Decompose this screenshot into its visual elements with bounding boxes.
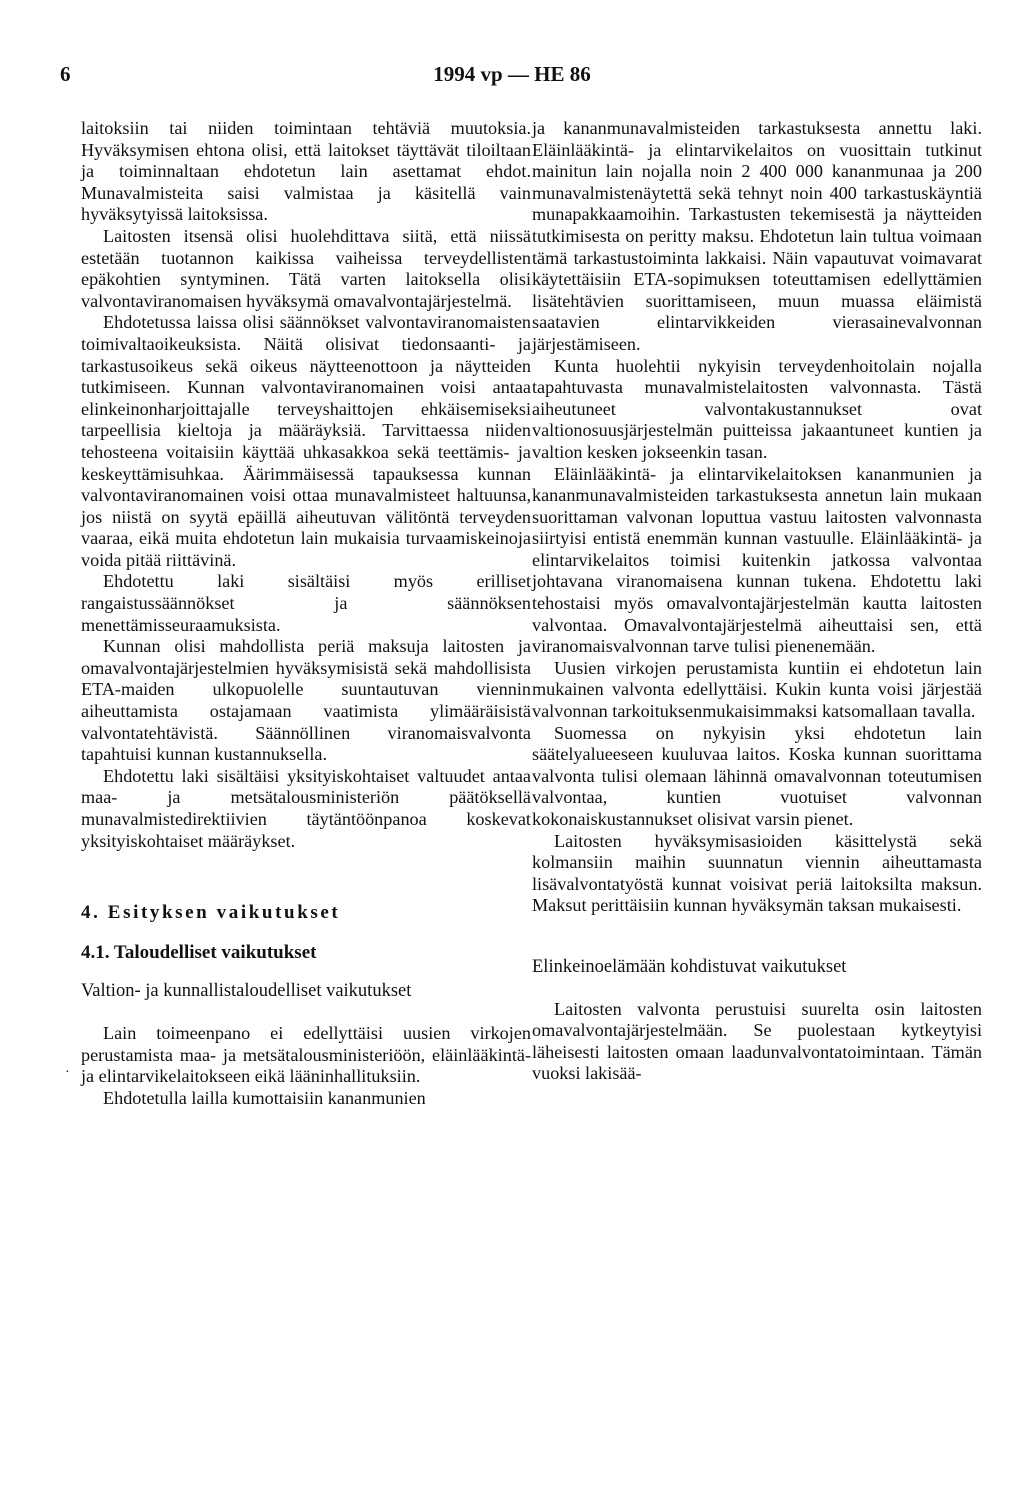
section-heading: 4. Esityksen vaikutukset <box>81 902 341 924</box>
body-paragraph: Laitosten hyväksymisasioiden käsittelystä sekä kolmansiin maihin suunnatun viennin aiheuttamasta lisävalvontatyöstä kunnat voisivat periä laitoksilta maksun. Maksut perittäisiin kunnan hyväksymän taksan mukaisesti. <box>532 830 982 916</box>
body-paragraph: Kunta huolehtii nykyisin terveydenhoitolain nojalla tapahtuvasta munavalmistelaitosten valvonnasta. Tästä aiheutuneet valvontakustannukset ovat valtionosuusjärjestelmän puitteissa jakaantuneet kuntien ja valtion kesken jokseenkin tasan. <box>532 355 982 462</box>
body-paragraph: Ehdotettu laki sisältäisi yksityiskohtaiset valtuudet antaa maa- ja metsätalousministeriön päätöksellä munavalmistedirektiivien täytäntöönpanoa koskevat yksityiskohtaiset määräykset. <box>81 765 531 851</box>
body-paragraph: Ehdotettu laki sisältäisi myös erilliset rangaistussäännökset ja säännöksen menettämisseuraamuksista. <box>81 571 531 635</box>
body-paragraph: ja kananmunavalmisteiden tarkastuksesta annettu laki. Eläinlääkintä- ja elintarvikelaitos on vuosittain tutkinut mainitun lain nojalla noin 2 400 000 kananmunaa ja 200 munavalmistenäytettä sekä tehnyt noin 400 tarkastuskäyntiä munapakkaamoihin. Tarkastusten tekemisestä ja näytteiden tutkimisesta on peritty maksu. Ehdotetun lain tultua voimaan tämä tarkastustoiminta lakkaisi. Näin vapautuvat voimavarat käytettäisiin ETA-sopimuksen toteuttamisen edellyttämien lisätehtävien suorittamiseen, muun muassa eläimistä saatavien elintarvikkeiden vierasainevalvonnan järjestämiseen. <box>532 118 982 354</box>
body-paragraph: laitoksiin tai niiden toimintaan tehtäviä muutoksia. Hyväksymisen ehtona olisi, että laitokset täyttävät tiloiltaan ja toiminnaltaan ehdotetun lain asettamat ehdot. Munavalmisteita saisi valmistaa ja käsitellä vain hyväksytyissä laitoksissa. <box>81 118 531 225</box>
running-head: 1994 vp — HE 86 <box>433 62 591 86</box>
body-paragraph: Suomessa on nykyisin yksi ehdotetun lain säätelyalueeseen kuuluvaa laitos. Koska kunnan suorittama valvonta tulisi olemaan lähinnä omavalvonnan toteutumisen valvontaa, kuntien vuotuiset valvonnan kokonaiskustannukset olisivat varsin pienet. <box>532 722 982 829</box>
right-column <box>532 118 982 1085</box>
body-paragraph: Laitosten valvonta perustuisi suurelta osin laitosten omavalvontajärjestelmään. Se puolestaan kytkeytyisi läheisesti laitosten omaan laadunvalvontatoimintaan. Tämän vuoksi lakisää- <box>532 998 982 1084</box>
body-paragraph: Laitosten itsensä olisi huolehdittava siitä, että niissä estetään tuotannon kaikissa vaiheissa terveydellisten epäkohtien syntyminen. Tätä varten laitoksella olisi valvontaviranomaisen hyväksymä omavalvontajärjestelmä. <box>81 225 531 311</box>
body-paragraph: Kunnan olisi mahdollista periä maksuja laitosten ja omavalvontajärjestelmien hyväksymisistä sekä mahdollisista ETA-maiden ulkopuolelle suuntautuvan viennin aiheuttamista ostajamaan vaatimista ylimääräisistä valvontatehtävistä. Säännöllinen viranomaisvalvonta tapahtuisi kunnan kustannuksella. <box>81 636 531 765</box>
subheading: Elinkeinoelämään kohdistuvat vaikutukset <box>532 956 847 977</box>
body-paragraph: Uusien virkojen perustamista kuntiin ei ehdotetun lain mukainen valvonta edellyttäisi. Kukin kunta voisi järjestää valvonnan tarkoituksenmukaisimmaksi katsomallaan tavalla. <box>532 657 982 722</box>
left-column <box>81 118 531 1109</box>
page-number: 6 <box>60 62 71 86</box>
subheading: Valtion- ja kunnallistaloudelliset vaikutukset <box>81 981 412 1002</box>
subsection-heading: 4.1. Taloudelliset vaikutukset <box>81 941 317 963</box>
body-paragraph: Eläinlääkintä- ja elintarvikelaitoksen kananmunien ja kananmunavalmisteiden tarkastuksesta annetun lain mukaan suorittaman valvonan loputtua vastuu laitosten valvonnasta siirtyisi entistä enemmän kunnan vastuulle. Eläinlääkintä- ja elintarvikelaitos toimisi kuitenkin jatkossa valvontaa johtavana viranomaisena kunnan tukena. Ehdotettu laki tehostaisi myös omavalvontajärjestelmän kautta laitosten valvontaa. Omavalvontajärjestelmä aiheuttaisi sen, että viranomaisvalvonnan tarve tulisi pienenemään. <box>532 463 982 657</box>
body-paragraph: Lain toimeenpano ei edellyttäisi uusien virkojen perustamista maa- ja metsätalousministeriöön, eläinlääkintä- ja elintarvikelaitokseen eikä lääninhallituksiin. <box>81 1022 531 1087</box>
body-paragraph: Ehdotetulla lailla kumottaisiin kananmunien <box>103 1087 426 1108</box>
body-paragraph: Ehdotetussa laissa olisi säännökset valvontaviranomaisten toimivaltaoikeuksista. Näitä olisivat tiedonsaanti- ja tarkastusoikeus sekä oikeus näytteenottoon ja näytteiden tutkimiseen. Kunnan valvontaviranomainen voisi antaa elinkeinonharjoittajalle terveyshaittojen ehkäisemiseksi tarpeellisia kieltoja ja määräyksiä. Tarvittaessa niiden tehosteena voitaisiin käyttää uhkasakkoa sekä teettämis- ja keskeyttämisuhkaa. Äärimmäisessä tapauksessa kunnan valvontaviranomainen voisi ottaa munavalmisteet haltuunsa, jos niistä on syytä epäillä aiheutuvan välitöntä terveyden vaaraa, eikä muita ehdotetun lain mukaisia turvaamiskeinoja voida pitää riittävinä. <box>81 312 531 570</box>
stray-mark: · <box>65 1065 70 1080</box>
